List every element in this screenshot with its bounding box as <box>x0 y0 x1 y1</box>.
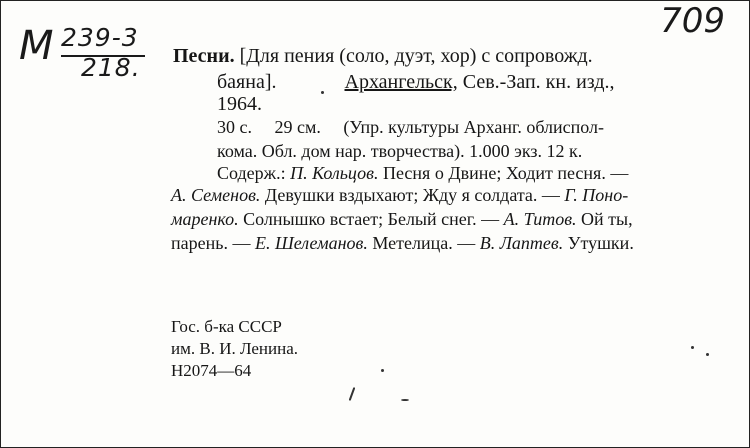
contents-author: маренко. <box>171 209 239 229</box>
entry-issuer: кома. Обл. дом нар. творчества). 1.000 экз. 12 к. <box>217 141 583 161</box>
contents-author: П. Кольцов. <box>290 163 379 183</box>
entry-year: 1964. <box>217 93 262 115</box>
entry-contents-2 <box>171 185 628 206</box>
contents-author: В. Лаптев. <box>479 233 564 253</box>
entry-physical-desc: 30 с. 29 см. (Упр. культуры Арханг. облиспол- <box>217 117 605 137</box>
contents-songs: Утушки. <box>567 233 634 253</box>
entry-subtitle: [Для пения (соло, дуэт, хор) с сопровожд. <box>239 45 593 67</box>
contents-songs: парень. — <box>171 233 251 253</box>
entry-publisher: Сев.-Зап. кн. изд., <box>462 71 615 93</box>
scan-speck <box>706 353 709 356</box>
entry-line-1 <box>173 45 593 68</box>
contents-songs: Солнышко встает; Белый снег. — <box>243 209 500 229</box>
card-serial: Н2074—64 <box>171 361 252 380</box>
scan-speck <box>381 369 384 372</box>
entry-title: Песни. <box>173 45 235 67</box>
contents-author: А. Титов. <box>503 209 577 229</box>
contents-author: Г. Поно- <box>564 185 629 205</box>
scan-speck <box>401 399 409 401</box>
library-name: Гос. б-ка СССР <box>171 317 282 336</box>
entry-line-2 <box>217 71 615 94</box>
contents-songs: Метелица. — <box>372 233 476 253</box>
card-number: 709 <box>660 1 725 41</box>
shelf-letter: М <box>19 23 54 69</box>
library-dedication: им. В. И. Ленина. <box>171 339 299 358</box>
entry-place: Архангельск, <box>344 71 458 93</box>
contents-songs: Песня о Двине; Ходит песня. — <box>382 163 629 183</box>
contents-author: Е. Шелеманов. <box>254 233 368 253</box>
scan-speck <box>349 387 356 401</box>
shelf-number-top: 239-3 <box>61 23 139 52</box>
scan-speck <box>321 91 324 94</box>
contents-songs: Девушки вздыхают; Жду я солдата. — <box>264 185 560 205</box>
entry-accompaniment: баяна]. <box>217 71 277 93</box>
contents-author: А. Семенов. <box>171 185 261 205</box>
shelf-number-bottom: 218. <box>81 53 141 82</box>
contents-songs: Ой ты, <box>581 209 633 229</box>
entry-contents-3 <box>171 209 633 230</box>
entry-contents-1 <box>217 163 628 184</box>
scan-speck <box>691 346 694 349</box>
contents-label: Содерж.: <box>217 163 286 183</box>
entry-contents-4 <box>171 233 634 254</box>
